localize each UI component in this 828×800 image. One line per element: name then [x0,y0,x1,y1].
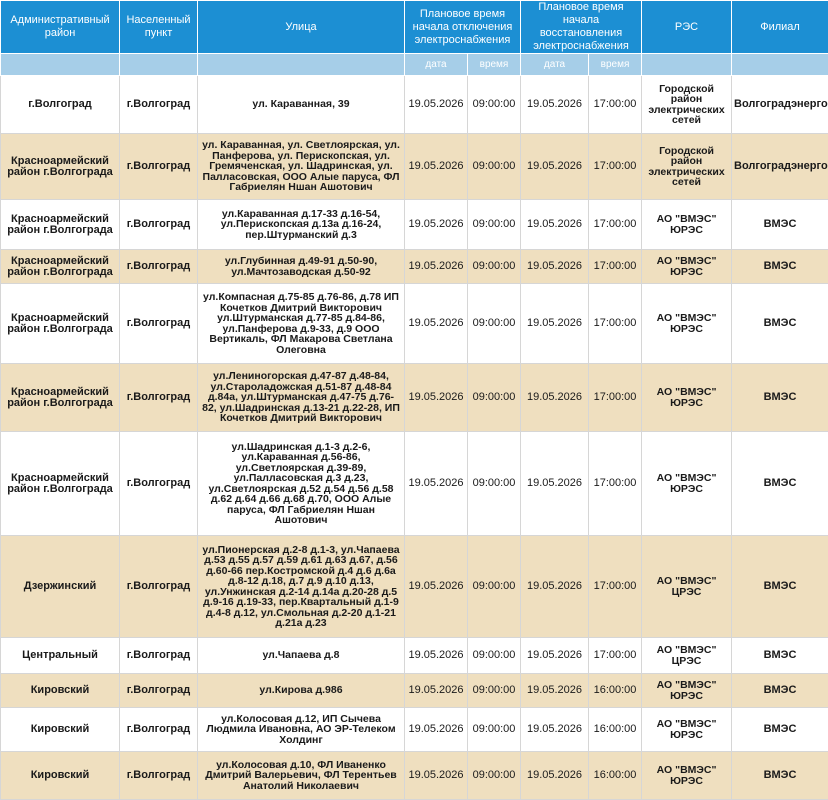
col-header-res: РЭС [642,1,732,54]
col-header-locality: Населенный пункт [120,1,198,54]
street-cell: ул. Караванная, ул. Светлоярская, ул. Панферова, ул. Перископская, ул. Гремяченская, ул. Шадринская, ул. Палласовская, ООО Алые паруса, ФЛ Габриелян Ншан Ашотович [198,134,405,200]
col-header-branch: Филиал [732,1,828,54]
street-cell: ул.Пионерская д.2-8 д.1-3, ул.Чапаева д.53 д.55 д.57 д.59 д.61 д.63 д.67, д.56 д.60-66 пер.Костромской д.4 д.6 д.6а д.8-12 д.18, д.7 д.9 д.10 д.13, ул.Унжинская д.2-14 д.14а д.20-28 д.5 д.9-16 д.19-33, пер.Квартальный д.1-9 д.4-8 д.12, ул.Смольная д.2-20 д.1-21 д.21а д.23 [198,536,405,638]
subheader-empty [120,54,198,76]
res-cell: АО "ВМЭС" ЮРЭС [642,250,732,284]
district-cell: Красноармейский район г.Волгограда [1,284,120,364]
locality-cell: г.Волгоград [120,674,198,708]
locality-cell: г.Волгоград [120,250,198,284]
branch-cell: Волгоградэнерго [732,134,828,200]
off-time-cell: 09:00:00 [468,284,521,364]
on-time-cell: 16:00:00 [589,752,642,800]
res-cell: АО "ВМЭС" ЦРЭС [642,638,732,674]
on-date-cell: 19.05.2026 [521,250,589,284]
on-time-cell: 17:00:00 [589,250,642,284]
on-time-cell: 16:00:00 [589,674,642,708]
off-date-cell: 19.05.2026 [405,200,468,250]
on-date-cell: 19.05.2026 [521,284,589,364]
subheader-empty [732,54,828,76]
branch-cell: ВМЭС [732,284,828,364]
on-time-cell: 17:00:00 [589,134,642,200]
off-date-cell: 19.05.2026 [405,708,468,752]
locality-cell: г.Волгоград [120,752,198,800]
off-date-cell: 19.05.2026 [405,364,468,432]
off-date-cell: 19.05.2026 [405,752,468,800]
on-date-cell: 19.05.2026 [521,638,589,674]
subheader-on-date: дата [521,54,589,76]
off-date-cell: 19.05.2026 [405,284,468,364]
street-cell: ул.Глубинная д.49-91 д.50-90, ул.Мачтозаводская д.50-92 [198,250,405,284]
street-cell: ул.Караванная д.17-33 д.16-54, ул.Перископская д.13а д.16-24, пер.Штурманский д.3 [198,200,405,250]
district-cell: г.Волгоград [1,76,120,134]
subheader-empty [642,54,732,76]
district-cell: Дзержинский [1,536,120,638]
on-date-cell: 19.05.2026 [521,134,589,200]
table-row [1,200,828,250]
on-time-cell: 17:00:00 [589,200,642,250]
district-cell: Кировский [1,752,120,800]
street-cell: ул. Караванная, 39 [198,76,405,134]
off-date-cell: 19.05.2026 [405,674,468,708]
res-cell: АО "ВМЭС" ЮРЭС [642,200,732,250]
table-row [1,708,828,752]
street-cell: ул.Кирова д.986 [198,674,405,708]
res-cell: Городской район электрических сетей [642,76,732,134]
res-cell: АО "ВМЭС" ЮРЭС [642,752,732,800]
on-time-cell: 17:00:00 [589,76,642,134]
res-cell: АО "ВМЭС" ЮРЭС [642,284,732,364]
locality-cell: г.Волгоград [120,76,198,134]
res-cell: АО "ВМЭС" ЮРЭС [642,674,732,708]
col-header-street: Улица [198,1,405,54]
off-time-cell: 09:00:00 [468,364,521,432]
off-time-cell: 09:00:00 [468,638,521,674]
off-date-cell: 19.05.2026 [405,250,468,284]
table-row [1,364,828,432]
on-time-cell: 16:00:00 [589,708,642,752]
off-date-cell: 19.05.2026 [405,638,468,674]
locality-cell: г.Волгоград [120,200,198,250]
district-cell: Красноармейский район г.Волгограда [1,200,120,250]
district-cell: Кировский [1,708,120,752]
street-cell: ул.Чапаева д.8 [198,638,405,674]
branch-cell: ВМЭС [732,364,828,432]
on-date-cell: 19.05.2026 [521,364,589,432]
district-cell: Красноармейский район г.Волгограда [1,364,120,432]
branch-cell: Волгоградэнерго [732,76,828,134]
res-cell: Городской район электрических сетей [642,134,732,200]
off-date-cell: 19.05.2026 [405,432,468,536]
district-cell: Центральный [1,638,120,674]
off-time-cell: 09:00:00 [468,708,521,752]
res-cell: АО "ВМЭС" ЮРЭС [642,708,732,752]
branch-cell: ВМЭС [732,708,828,752]
on-time-cell: 17:00:00 [589,536,642,638]
on-time-cell: 17:00:00 [589,432,642,536]
subheader-empty [198,54,405,76]
subheader-on-time: время [589,54,642,76]
on-time-cell: 17:00:00 [589,364,642,432]
street-cell: ул.Шадринская д.1-3 д.2-6, ул.Караванная д.56-86, ул.Светлоярская д.39-89, ул.Палласовская д.3 д.23, ул.Светлоярская д.52 д.54 д.56 д.58 д.62 д.64 д.66 д.68 д.70, ООО Алые паруса, ФЛ Габриелян Ншан Ашотович [198,432,405,536]
on-date-cell: 19.05.2026 [521,432,589,536]
off-date-cell: 19.05.2026 [405,134,468,200]
off-time-cell: 09:00:00 [468,674,521,708]
branch-cell: ВМЭС [732,250,828,284]
district-cell: Красноармейский район г.Волгограда [1,432,120,536]
branch-cell: ВМЭС [732,432,828,536]
locality-cell: г.Волгоград [120,364,198,432]
off-time-cell: 09:00:00 [468,250,521,284]
on-time-cell: 17:00:00 [589,638,642,674]
off-time-cell: 09:00:00 [468,76,521,134]
res-cell: АО "ВМЭС" ЮРЭС [642,432,732,536]
table-row [1,432,828,536]
on-time-cell: 17:00:00 [589,284,642,364]
street-cell: ул.Компасная д.75-85 д.76-86, д.78 ИП Кочетков Дмитрий Викторович ул.Штурманская д.77-85 д.84-86, ул.Панферова д.9-33, д.9 ООО Вертикаль, ФЛ Макарова Светлана Олеговна [198,284,405,364]
col-header-planned-off: Плановое время начала отключения электроснабжения [405,1,521,54]
res-cell: АО "ВМЭС" ЦРЭС [642,536,732,638]
off-date-cell: 19.05.2026 [405,536,468,638]
col-header-planned-on: Плановое время начала восстановления электроснабжения [521,1,642,54]
locality-cell: г.Волгоград [120,536,198,638]
col-header-admin-district: Административный район [1,1,120,54]
street-cell: ул.Колосовая д.10, ФЛ Иваненко Дмитрий Валерьевич, ФЛ Терентьев Анатолий Николаевич [198,752,405,800]
off-date-cell: 19.05.2026 [405,76,468,134]
off-time-cell: 09:00:00 [468,200,521,250]
branch-cell: ВМЭС [732,674,828,708]
subheader-off-time: время [468,54,521,76]
branch-cell: ВМЭС [732,638,828,674]
locality-cell: г.Волгоград [120,638,198,674]
branch-cell: ВМЭС [732,752,828,800]
res-cell: АО "ВМЭС" ЮРЭС [642,364,732,432]
off-time-cell: 09:00:00 [468,536,521,638]
header-row [1,1,828,54]
on-date-cell: 19.05.2026 [521,674,589,708]
street-cell: ул.Лениногорская д.47-87 д.48-84, ул.Староладожская д.51-87 д.48-84 д.84а, ул.Штурманская д.47-75 д.76-82, ул.Шадринская д.13-21 д.22-28, ИП Кочетков Дмитрий Викторович [198,364,405,432]
table-row [1,674,828,708]
off-time-cell: 09:00:00 [468,432,521,536]
table-row [1,76,828,134]
subheader-off-date: дата [405,54,468,76]
on-date-cell: 19.05.2026 [521,76,589,134]
locality-cell: г.Волгоград [120,284,198,364]
subheader-empty [1,54,120,76]
off-time-cell: 09:00:00 [468,752,521,800]
on-date-cell: 19.05.2026 [521,752,589,800]
on-date-cell: 19.05.2026 [521,708,589,752]
table-row [1,250,828,284]
locality-cell: г.Волгоград [120,708,198,752]
subheader-row [1,54,828,76]
table-row [1,284,828,364]
district-cell: Красноармейский район г.Волгограда [1,134,120,200]
on-date-cell: 19.05.2026 [521,200,589,250]
district-cell: Кировский [1,674,120,708]
off-time-cell: 09:00:00 [468,134,521,200]
branch-cell: ВМЭС [732,536,828,638]
district-cell: Красноармейский район г.Волгограда [1,250,120,284]
locality-cell: г.Волгоград [120,432,198,536]
on-date-cell: 19.05.2026 [521,536,589,638]
table-row [1,536,828,638]
table-row [1,752,828,800]
locality-cell: г.Волгоград [120,134,198,200]
street-cell: ул.Колосовая д.12, ИП Сычева Людмила Ивановна, АО ЭР-Телеком Холдинг [198,708,405,752]
table-row [1,638,828,674]
branch-cell: ВМЭС [732,200,828,250]
table-row [1,134,828,200]
